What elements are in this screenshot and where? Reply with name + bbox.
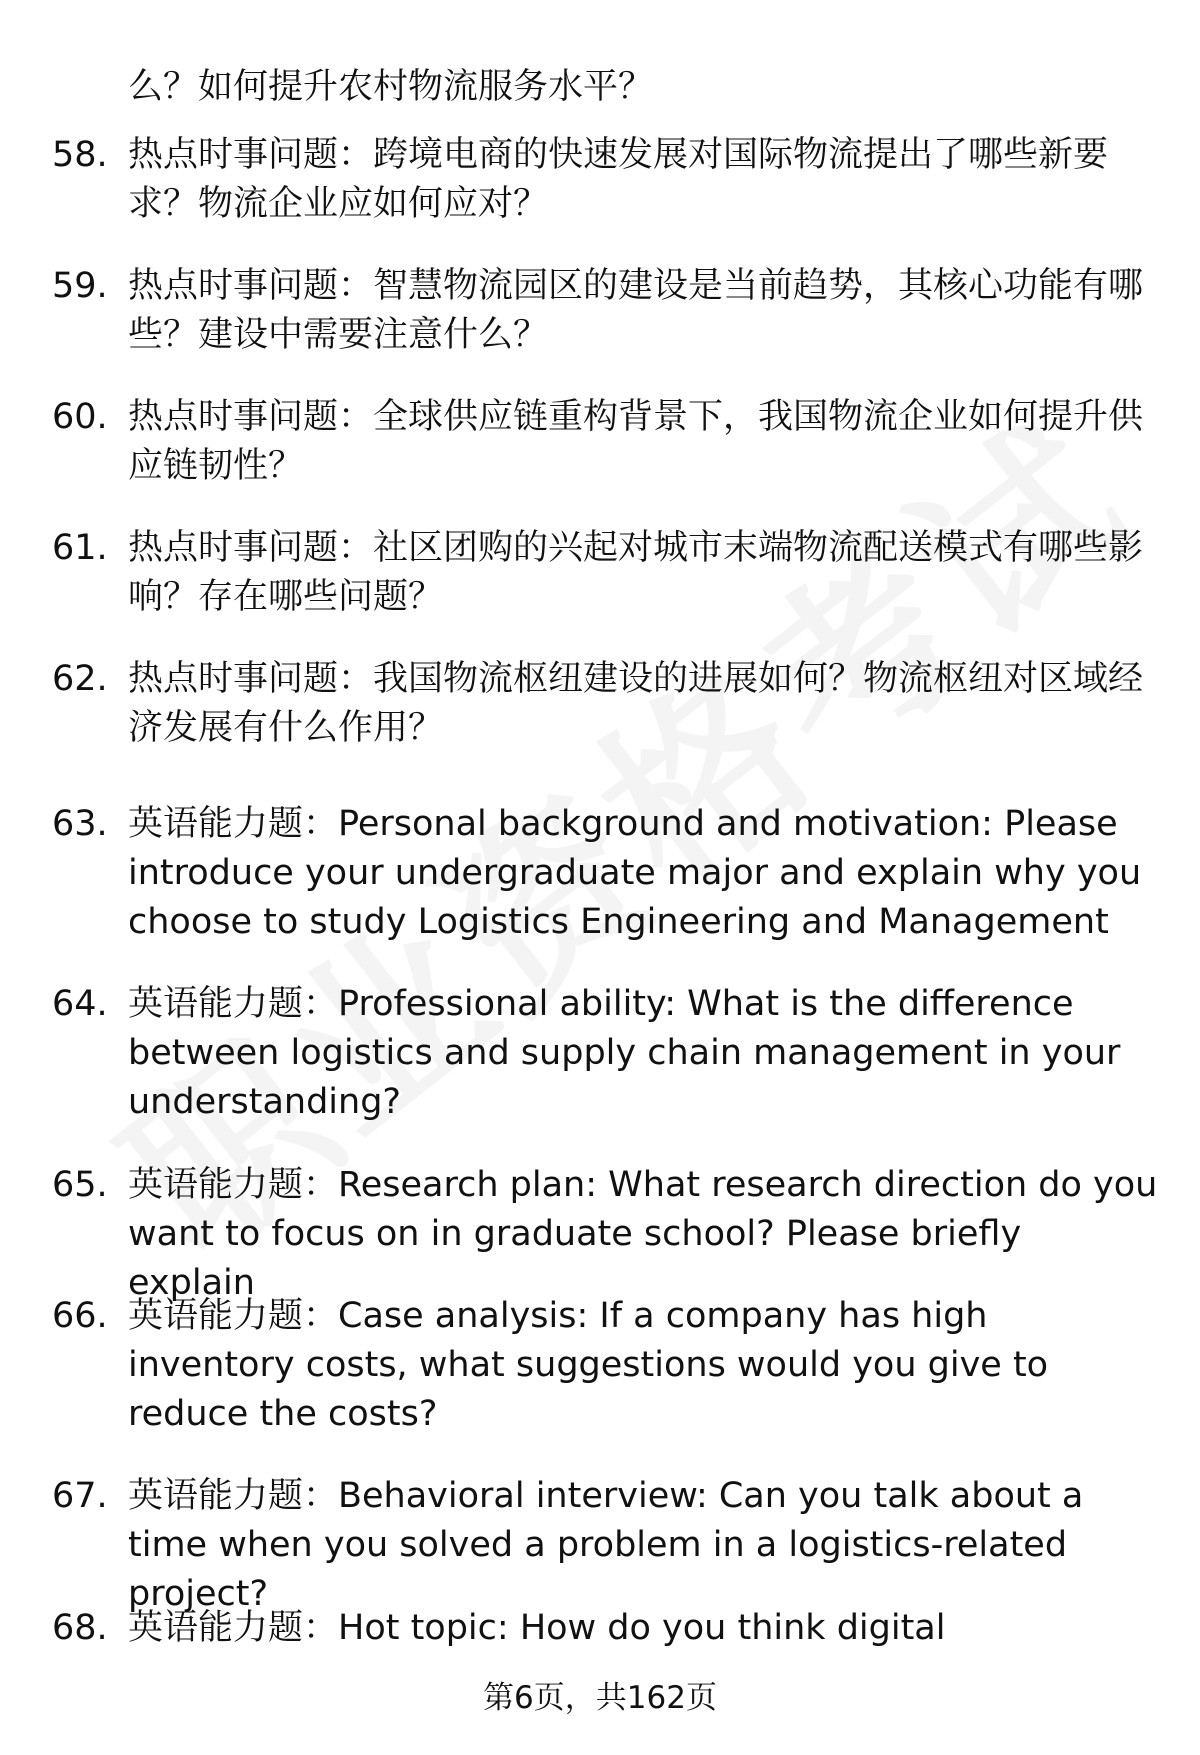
question-text: 英语能力题：Personal background and motivation: Please introduce your undergraduate major and explain why you choose to study Logistics Engineering and Management — [128, 804, 1142, 942]
question-number: 67. — [52, 1476, 108, 1516]
question-text: 英语能力题：Behavioral interview: Can you talk about a time when you solved a problem in a logistics-related project? — [128, 1476, 1084, 1614]
question-item — [52, 131, 1164, 229]
question-item — [52, 1161, 1164, 1308]
question-text: 热点时事问题：社区团购的兴起对城市末端物流配送模式有哪些影响？存在哪些问题？ — [128, 528, 1144, 617]
question-number: 68. — [52, 1608, 108, 1648]
question-item — [52, 655, 1164, 753]
question-item — [52, 1604, 1164, 1653]
question-number: 61. — [52, 528, 108, 568]
continuation-text: 么？如何提升农村物流服务水平？ — [128, 67, 654, 107]
question-text: 英语能力题：Hot topic: How do you think digital — [128, 1608, 946, 1648]
question-text: 热点时事问题：智慧物流园区的建设是当前趋势，其核心功能有哪些？建设中需要注意什么？ — [128, 266, 1144, 355]
question-number: 64. — [52, 984, 108, 1024]
question-number: 66. — [52, 1296, 108, 1336]
question-item — [52, 393, 1164, 491]
question-text: 热点时事问题：跨境电商的快速发展对国际物流提出了哪些新要求？物流企业应如何应对？ — [128, 135, 1109, 224]
question-text: 英语能力题：Research plan: What research direction do you want to focus on in graduate school? Please briefly explain — [128, 1165, 1158, 1303]
question-number: 60. — [52, 397, 108, 437]
question-number: 62. — [52, 659, 108, 699]
question-text: 热点时事问题：我国物流枢纽建设的进展如何？物流枢纽对区域经济发展有什么作用？ — [128, 659, 1144, 748]
question-item — [52, 980, 1164, 1127]
page-footer: 第6页，共162页 — [483, 1680, 717, 1716]
question-item — [52, 262, 1164, 360]
question-item — [52, 1292, 1164, 1439]
question-number: 58. — [52, 135, 108, 175]
question-number: 59. — [52, 266, 108, 306]
question-text: 英语能力题：Professional ability: What is the difference between logistics and supply chain management in your understanding? — [128, 984, 1121, 1122]
question-text: 热点时事问题：全球供应链重构背景下，我国物流企业如何提升供应链韧性？ — [128, 397, 1144, 486]
question-item — [52, 800, 1164, 947]
question-item — [52, 524, 1164, 622]
question-number: 63. — [52, 804, 108, 844]
question-number: 65. — [52, 1165, 108, 1205]
question-item — [52, 1472, 1164, 1619]
question-text: 英语能力题：Case analysis: If a company has high inventory costs, what suggestions would you give to reduce the costs? — [128, 1296, 1049, 1434]
